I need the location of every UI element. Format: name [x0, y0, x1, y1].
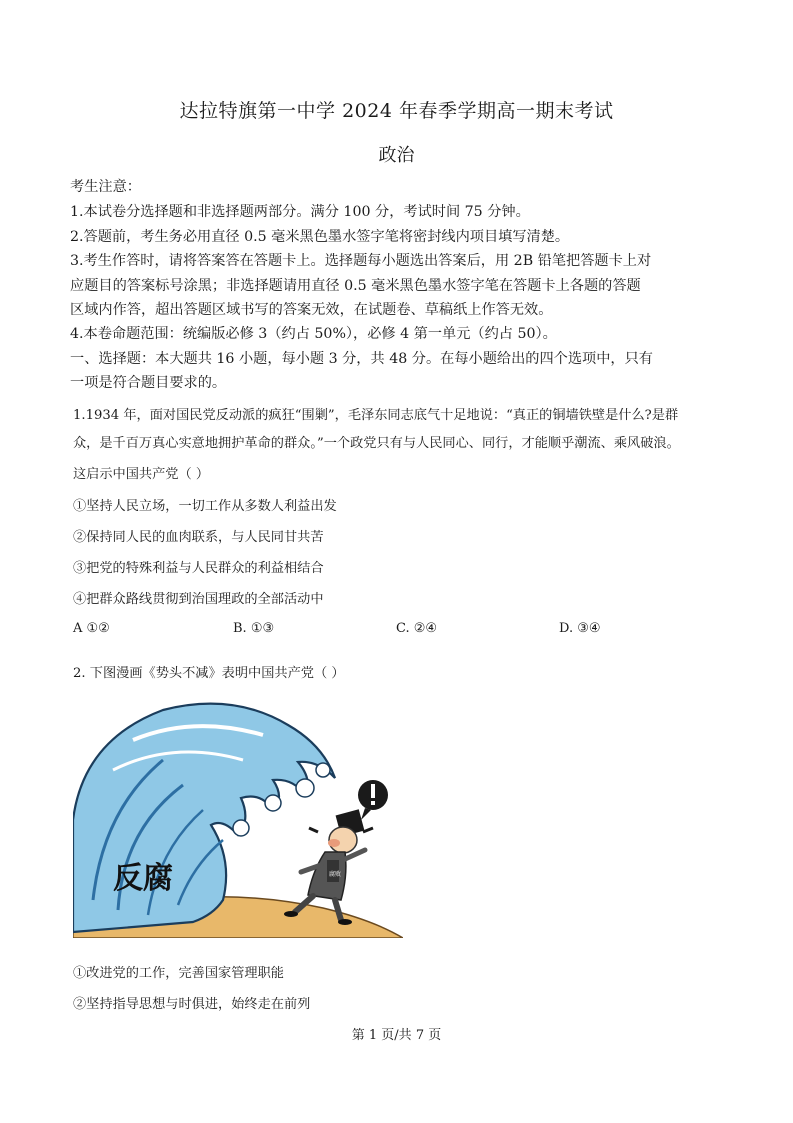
option-b: B. ①③: [233, 621, 275, 636]
question-1-item: ③把党的特殊利益与人民群众的利益相结合: [73, 561, 324, 576]
notice-line: 3.考生作答时，请将答案答在答题卡上。选择题每小题选出答案后，用 2B 铅笔把答题卡上对: [70, 253, 652, 269]
option-d: D. ③④: [559, 621, 601, 636]
section-instruction: 一、选择题：本大题共 16 小题，每小题 3 分，共 48 分。在每小题给出的四个选项中，只有: [70, 351, 653, 367]
question-1-stem: 1.1934 年，面对国民党反动派的疯狂“围剿”，毛泽东同志底气十足地说：“真正的铜墙铁壁是什么?是群: [73, 408, 679, 423]
section-instruction: 一项是符合题目要求的。: [70, 375, 227, 391]
question-1-stem: 众，是千百万真心实意地拥护革命的群众。”一个政党只有与人民同心、同行，才能顺乎潮流、乘风破浪。: [73, 436, 680, 451]
notice-line: 区域内作答，超出答题区域书写的答案无效，在试题卷、草稿纸上作答无效。: [70, 302, 553, 318]
subject-title: 政治: [378, 145, 415, 166]
question-2-item: ①改进党的工作，完善国家管理职能: [73, 966, 284, 981]
notice-line: 1.本试卷分选择题和非选择题两部分。满分 100 分，考试时间 75 分钟。: [70, 204, 530, 220]
cartoon-text: 反腐: [113, 861, 173, 896]
option-a: A ①②: [73, 621, 110, 636]
notice-line: 4.本卷命题范围：统编版必修 3（约占 50%），必修 4 第一单元（约占 50）。: [70, 326, 557, 342]
notice-heading: 考生注意：: [70, 179, 141, 195]
exam-title: 达拉特旗第一中学 2024 年春季学期高一期末考试: [179, 100, 614, 122]
question-2-item: ②坚持指导思想与时俱进，始终走在前列: [73, 997, 311, 1012]
question-2-stem: 2. 下图漫画《势头不减》表明中国共产党（ ）: [73, 666, 345, 681]
page-footer: 第 1 页/共 7 页: [351, 1028, 442, 1043]
question-1-item: ④把群众路线贯彻到治国理政的全部活动中: [73, 592, 324, 607]
question-1-item: ②保持同人民的血肉联系，与人民同甘共苦: [73, 530, 324, 545]
question-1-stem: 这启示中国共产党（ ）: [73, 467, 210, 482]
question-1-item: ①坚持人民立场，一切工作从多数人利益出发: [73, 499, 337, 514]
notice-line: 应题目的答案标号涂黑；非选择题请用直径 0.5 毫米黑色墨水签字笔在答题卡上各题的答题: [70, 278, 641, 294]
anti-corruption-cartoon: [73, 700, 403, 938]
option-c: C. ②④: [396, 621, 438, 636]
notice-line: 2.答题前，考生务必用直径 0.5 毫米黑色墨水签字笔将密封线内项目填写清楚。: [70, 229, 570, 245]
cartoon-badge: 腐败: [329, 871, 342, 878]
